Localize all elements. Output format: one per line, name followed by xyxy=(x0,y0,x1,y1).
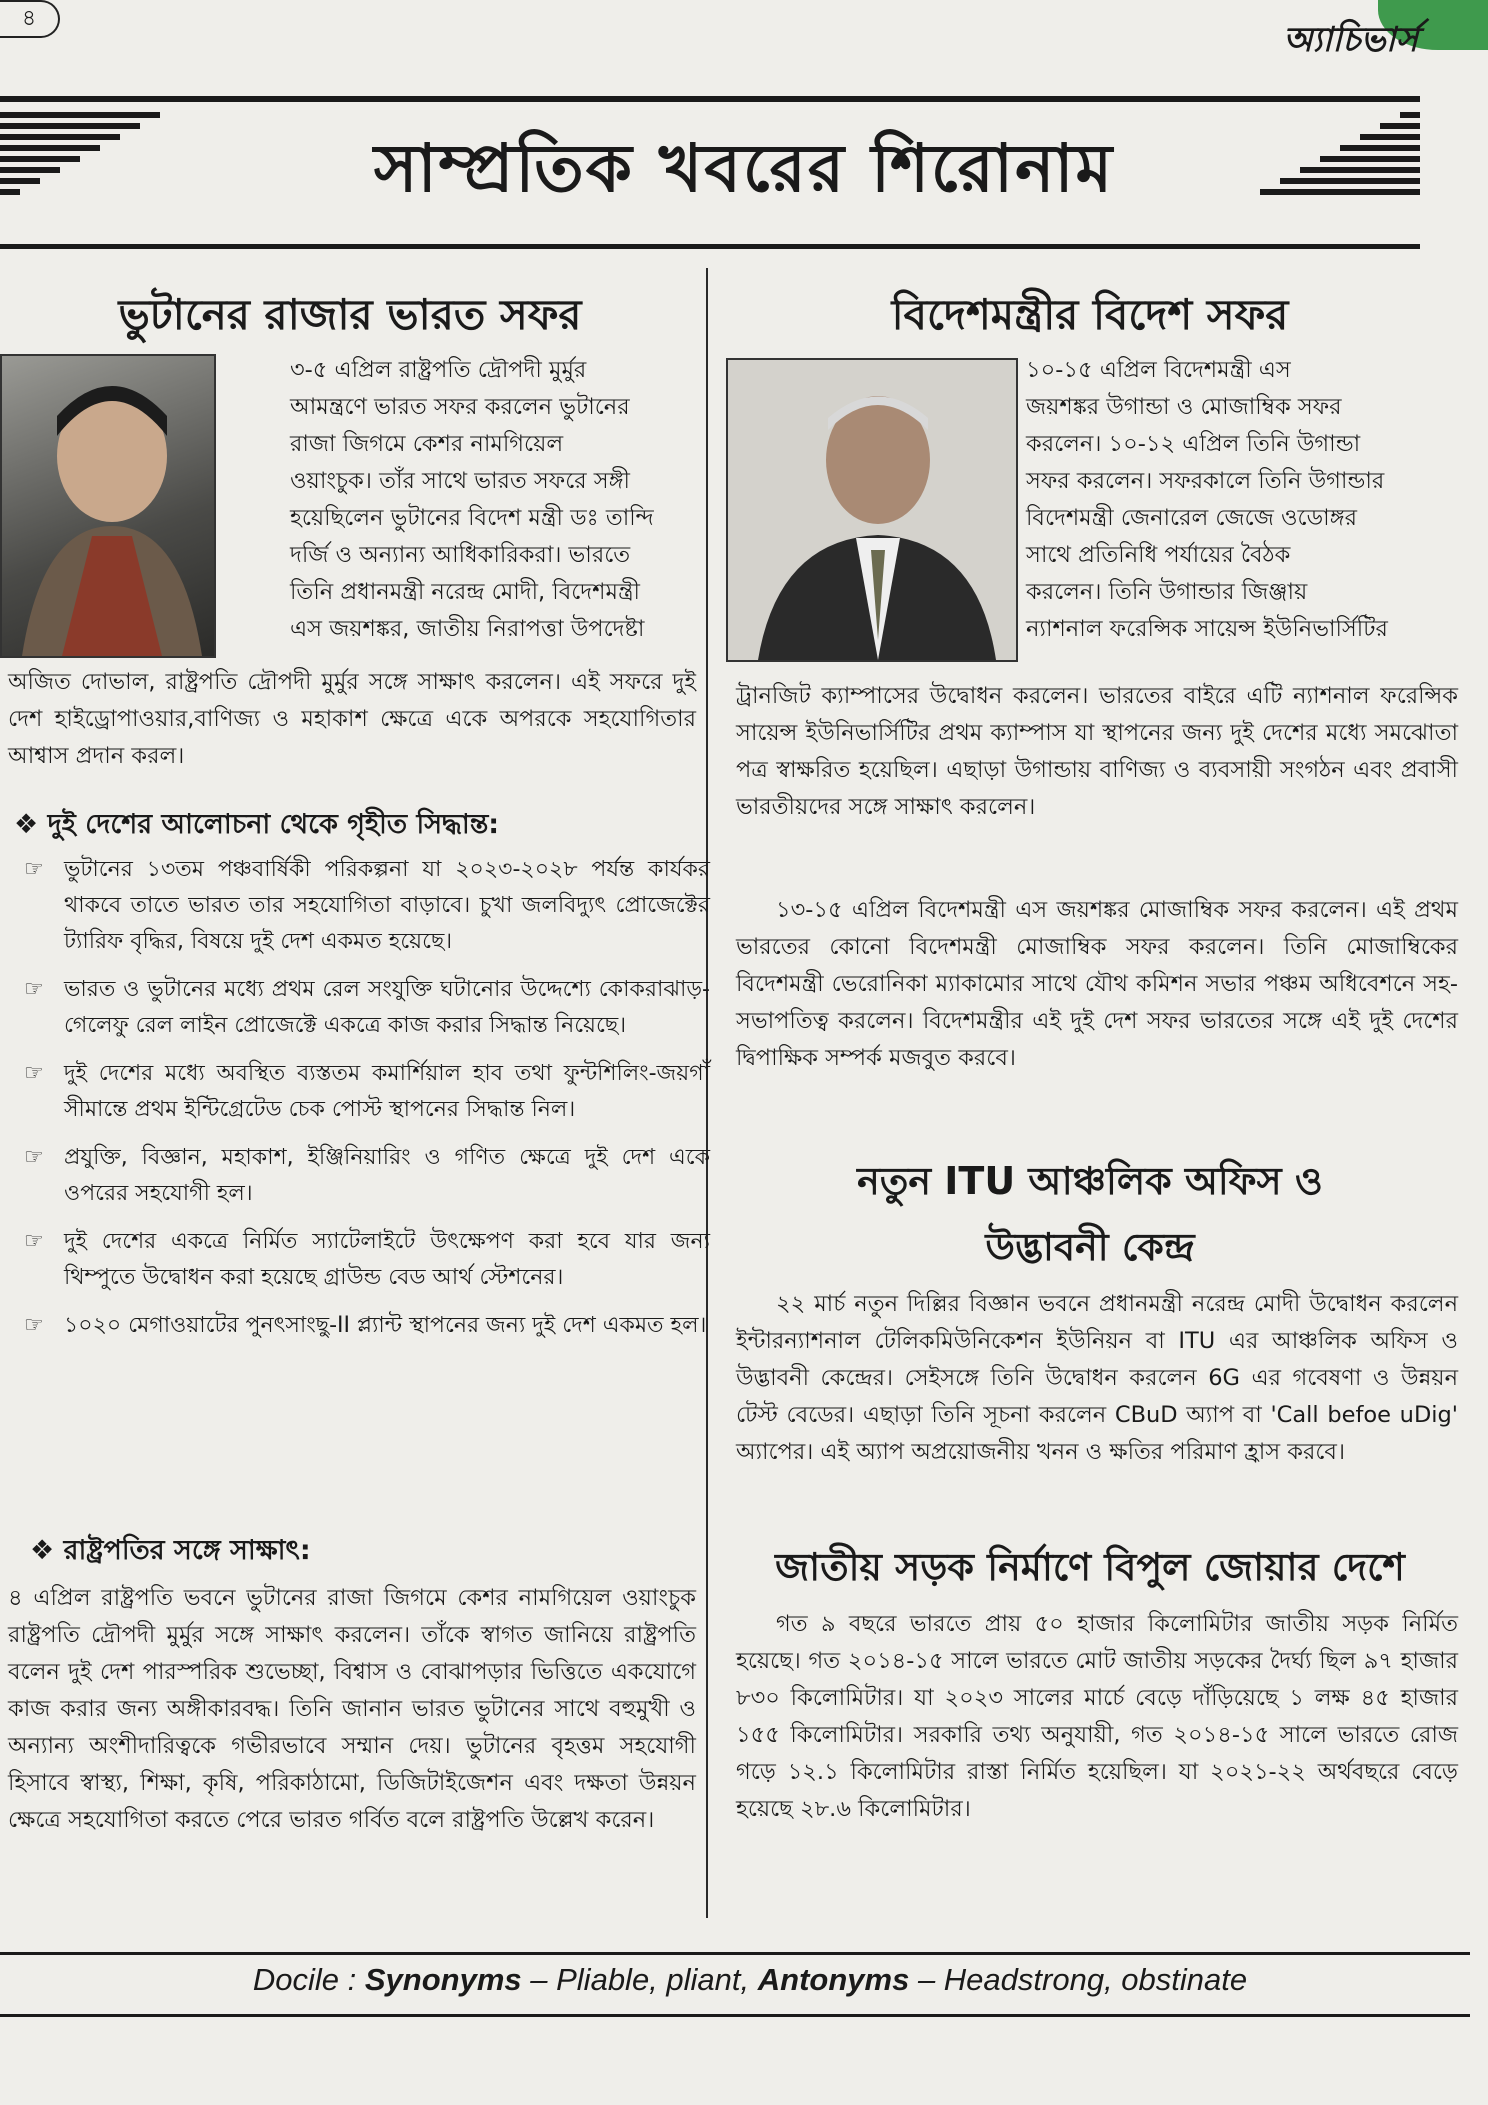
brand-logo: অ্যাচিভার্স xyxy=(1283,20,1418,60)
right-article-title: বিদেশমন্ত্রীর বিদেশ সফর xyxy=(891,290,1289,339)
left-subhead-decisions: ❖ দুই দেশের আলোচনা থেকে গৃহীত সিদ্ধান্ত: xyxy=(14,809,500,840)
antonyms-text: – Headstrong, obstinate xyxy=(909,1962,1248,1997)
road-article-title: জাতীয় সড়ক নির্মাণে বিপুল জোয়ার দেশে xyxy=(775,1545,1405,1589)
right-lead-line: করলেন। তিনি উগান্ডার জিঞ্জায় xyxy=(1026,579,1308,605)
page-number: ৪ xyxy=(0,0,60,38)
left-lead-line: আমন্ত্রণে ভারত সফর করলেন ভুটানের xyxy=(290,394,630,420)
pointing-hand-icon: ☞ xyxy=(24,977,44,1002)
pointing-hand-icon: ☞ xyxy=(24,1145,44,1170)
left-lead-line: ওয়াংচুক। তাঁর সাথে ভারত সফরে সঙ্গী xyxy=(290,468,630,494)
antonyms-label: Antonyms xyxy=(757,1962,910,1997)
left-article-title: ভুটানের রাজার ভারত সফর xyxy=(118,290,582,339)
left-lead-line: হয়েছিলেন ভুটানের বিদেশ মন্ত্রী ডঃ তান্দি xyxy=(290,505,654,531)
itu-title-line2: উদ্ভাবনী কেন্দ্র xyxy=(985,1225,1195,1269)
diamond-bullet-icon: ❖ xyxy=(30,1535,64,1566)
list-item: ☞ ভুটানের ১৩তম পঞ্চবার্ষিকী পরিকল্পনা যা ২০২৩-২০২৮ পর্যন্ত কার্যকর থাকবে তাতে ভারত তার সহযোগিতা বাড়াবে। চুখা জলবিদ্যুৎ প্রোজেক্টের ট্যারিফ বৃদ্ধির, বিষয়ে দুই দেশ একমত হয়েছে। xyxy=(20,852,710,960)
bhutan-king-photo xyxy=(0,354,216,658)
right-lead-line: জয়শঙ্কর উগান্ডা ও মোজাম্বিক সফর xyxy=(1026,394,1342,420)
left-lead-line: দর্জি ও অন্যান্য আধিকারিকরা। ভারতে xyxy=(290,542,631,568)
banner-rule-top xyxy=(0,96,1420,102)
list-item: ☞ ১০২০ মেগাওয়াটের পুনৎসাংছু-II প্ল্যান্ট স্থাপনের জন্য দুই দেশ একমত হল। xyxy=(20,1308,710,1344)
left-lead-line: রাজা জিগমে কেশর নামগিয়েল xyxy=(290,431,564,457)
right-lead-line: করলেন। ১০-১২ এপ্রিল তিনি উগান্ডা xyxy=(1026,431,1361,457)
right-lead-block xyxy=(1026,352,1462,648)
right-lead-tail: ট্রানজিট ক্যাম্পাসের উদ্বোধন করলেন। ভারতের বাইরে এটি ন্যাশনাল ফরেন্সিক সায়েন্স ইউনিভার্সিটির প্রথম ক্যাম্পাস যা স্থাপনের জন্য দুই দেশের মধ্যে সমঝোতা পত্র স্বাক্ষরিত হয়েছিল। এছাড়া উগান্ডায় বাণিজ্য ও ব্যবসায়ী সংগঠন এবং প্রবাসী ভারতীয়দের সঙ্গে সাক্ষাৎ করলেন। xyxy=(736,683,1458,820)
diamond-bullet-icon: ❖ xyxy=(14,809,48,840)
left-lead-block xyxy=(290,352,700,648)
banner-title: সাম্প্রতিক খবরের শিরোনাম xyxy=(373,130,1115,207)
left-meeting-paragraph: ৪ এপ্রিল রাষ্ট্রপতি ভবনে ভুটানের রাজা জিগমে কেশর নামগিয়েল ওয়াংচুক রাষ্ট্রপতি দ্রৌপদী মুর্মুর সঙ্গে সাক্ষাৎ করলেন। তাঁকে স্বাগত জানিয়ে রাষ্ট্রপতি বলেন দুই দেশ পারস্পরিক শুভেচ্ছা, বিশ্বাস ও বোঝাপড়ার ভিত্তিতে একযোগে কাজ করার জন্য অঙ্গীকারবদ্ধ। তিনি জানান ভারত ভুটানের সাথে বহুমুখী ও অন্যান্য অংশীদারিত্বকে গভীরভাবে সম্মান দেয়। ভুটানের বৃহত্তম সহযোগী হিসাবে স্বাস্থ্য, শিক্ষা, কৃষি, পরিকাঠামো, ডিজিটাইজেশন এবং দক্ষতা উন্নয়ন ক্ষেত্রে সহযোগিতা করতে পেরে ভারত গর্বিত বলে রাষ্ট্রপতি উল্লেখ করেন। xyxy=(8,1585,696,1833)
right-lead-line: সফর করলেন। সফরকালে তিনি উগান্ডার xyxy=(1026,468,1385,494)
pointing-hand-icon: ☞ xyxy=(24,1061,44,1086)
pointing-hand-icon: ☞ xyxy=(24,1313,44,1338)
pointing-hand-icon: ☞ xyxy=(24,1229,44,1254)
right-lead-line: ১০-১৫ এপ্রিল বিদেশমন্ত্রী এস xyxy=(1026,357,1291,383)
right-lead-line: ন্যাশনাল ফরেন্সিক সায়েন্স ইউনিভার্সিটির xyxy=(1026,616,1388,642)
left-subhead-meeting: ❖ রাষ্ট্রপতির সঙ্গে সাক্ষাৎ: xyxy=(30,1535,311,1566)
banner-rule-bottom xyxy=(0,244,1420,249)
left-lead-line: তিনি প্রধানমন্ত্রী নরেন্দ্র মোদী, বিদেশমন্ত্রী xyxy=(290,579,640,605)
itu-paragraph: ২২ মার্চ নতুন দিল্লির বিজ্ঞান ভবনে প্রধানমন্ত্রী নরেন্দ্র মোদী উদ্বোধন করলেন ইন্টারন্যাশনাল টেলিকমিউনিকেশন ইউনিয়ন বা ITU এর আঞ্চলিক অফিস ও উদ্ভাবনী কেন্দ্রের। সেইসঙ্গে তিনি উদ্বোধন করলেন 6G এর গবেষণা ও উন্নয়ন টেস্ট বেডের। এছাড়া তিনি সূচনা করলেন CBuD অ্যাপ বা 'Call befoe uDig' অ্যাপের। এই অ্যাপ অপ্রয়োজনীয় খনন ও ক্ষতির পরিমাণ হ্রাস করবে। xyxy=(736,1291,1458,1465)
vocabulary-footer xyxy=(150,1962,1350,1998)
road-paragraph: গত ৯ বছরে ভারতে প্রায় ৫০ হাজার কিলোমিটার জাতীয় সড়ক নির্মিত হয়েছে। গত ২০১৪-১৫ সালে ভারতে মোট জাতীয় সড়কের দৈর্ঘ্য ছিল ৯৭ হাজার ৮৩০ কিলোমিটার। যা ২০২৩ সালের মার্চে বেড়ে দাঁড়িয়েছে ১ লক্ষ ৪৫ হাজার ১৫৫ কিলোমিটার। সরকারি তথ্য অনুযায়ী, গত ২০১৪-১৫ সালে ভারতে রোজ গড়ে ১২.১ কিলোমিটার রাস্তা নির্মিত হয়েছিল। যা ২০২১-২২ অর্থবছরে বেড়ে হয়েছে ২৮.৬ কিলোমিটার। xyxy=(736,1611,1458,1822)
decision-list xyxy=(20,852,710,1356)
vocab-word: Docile : xyxy=(252,1962,357,1997)
left-lead-line: এস জয়শঙ্কর, জাতীয় নিরাপত্তা উপদেষ্টা xyxy=(290,616,645,642)
footer-rule-top xyxy=(0,1952,1470,1955)
synonyms-label: Synonyms xyxy=(364,1962,522,1997)
footer-rule-bottom xyxy=(0,2014,1470,2017)
synonyms-text: – Pliable, pliant, xyxy=(521,1962,758,1997)
right-lead-line: সাথে প্রতিনিধি পর্যায়ের বৈঠক xyxy=(1026,542,1291,568)
right-mozambique-paragraph: ১৩-১৫ এপ্রিল বিদেশমন্ত্রী এস জয়শঙ্কর মোজাম্বিক সফর করলেন। এই প্রথম ভারতের কোনো বিদেশমন্ত্রী মোজাম্বিক সফর করলেন। তিনি মোজাম্বিকের বিদেশমন্ত্রী ভেরোনিকা ম্যাকামোর সাথে যৌথ কমিশন সভার পঞ্চম অধিবেশনে সহ-সভাপতিত্ব করলেন। বিদেশমন্ত্রীর এই দুই দেশ সফর ভারতের সঙ্গে এই দুই দেশের দ্বিপাক্ষিক সম্পর্ক মজবুত করবে। xyxy=(736,897,1458,1071)
list-item: ☞ দুই দেশের মধ্যে অবস্থিত ব্যস্ততম কমার্শিয়াল হাব তথা ফুন্টশিলিং-জয়গাঁ সীমান্তে প্রথম ইন্টিগ্রেটেড চেক পোস্ট স্থাপনের সিদ্ধান্ত নিল। xyxy=(20,1056,710,1128)
left-lead-line: ৩-৫ এপ্রিল রাষ্ট্রপতি দ্রৌপদী মুর্মুর xyxy=(290,357,587,383)
foreign-minister-photo xyxy=(726,358,1018,662)
right-lead-line: বিদেশমন্ত্রী জেনারেল জেজে ওডোঙ্গর xyxy=(1026,505,1357,531)
list-item: ☞ প্রযুক্তি, বিজ্ঞান, মহাকাশ, ইঞ্জিনিয়ারিং ও গণিত ক্ষেত্রে দুই দেশ একে ওপরের সহযোগী হল। xyxy=(20,1140,710,1212)
list-item: ☞ ভারত ও ভুটানের মধ্যে প্রথম রেল সংযুক্তি ঘটানোর উদ্দেশ্যে কোকরাঝাড়-গেলেফু রেল লাইন প্রোজেক্টে একত্রে কাজ করার সিদ্ধান্ত নিয়েছে। xyxy=(20,972,710,1044)
itu-title-line1: নতুন ITU আঞ্চলিক অফিস ও xyxy=(857,1159,1323,1203)
pointing-hand-icon: ☞ xyxy=(24,857,44,882)
list-item: ☞ দুই দেশের একত্রে নির্মিত স্যাটেলাইটে উৎক্ষেপণ করা হবে যার জন্য থিম্পুতে উদ্বোধন করা হয়েছে গ্রাউন্ড বেড আর্থ স্টেশনের। xyxy=(20,1224,710,1296)
left-lead-tail: অজিত দোভাল, রাষ্ট্রপতি দ্রৌপদী মুর্মুর সঙ্গে সাক্ষাৎ করলেন। এই সফরে দুই দেশ হাইড্রোপাওয়ার,বাণিজ্য ও মহাকাশ ক্ষেত্রে একে অপরকে সহযোগিতার আশ্বাস প্রদান করল। xyxy=(8,669,696,769)
